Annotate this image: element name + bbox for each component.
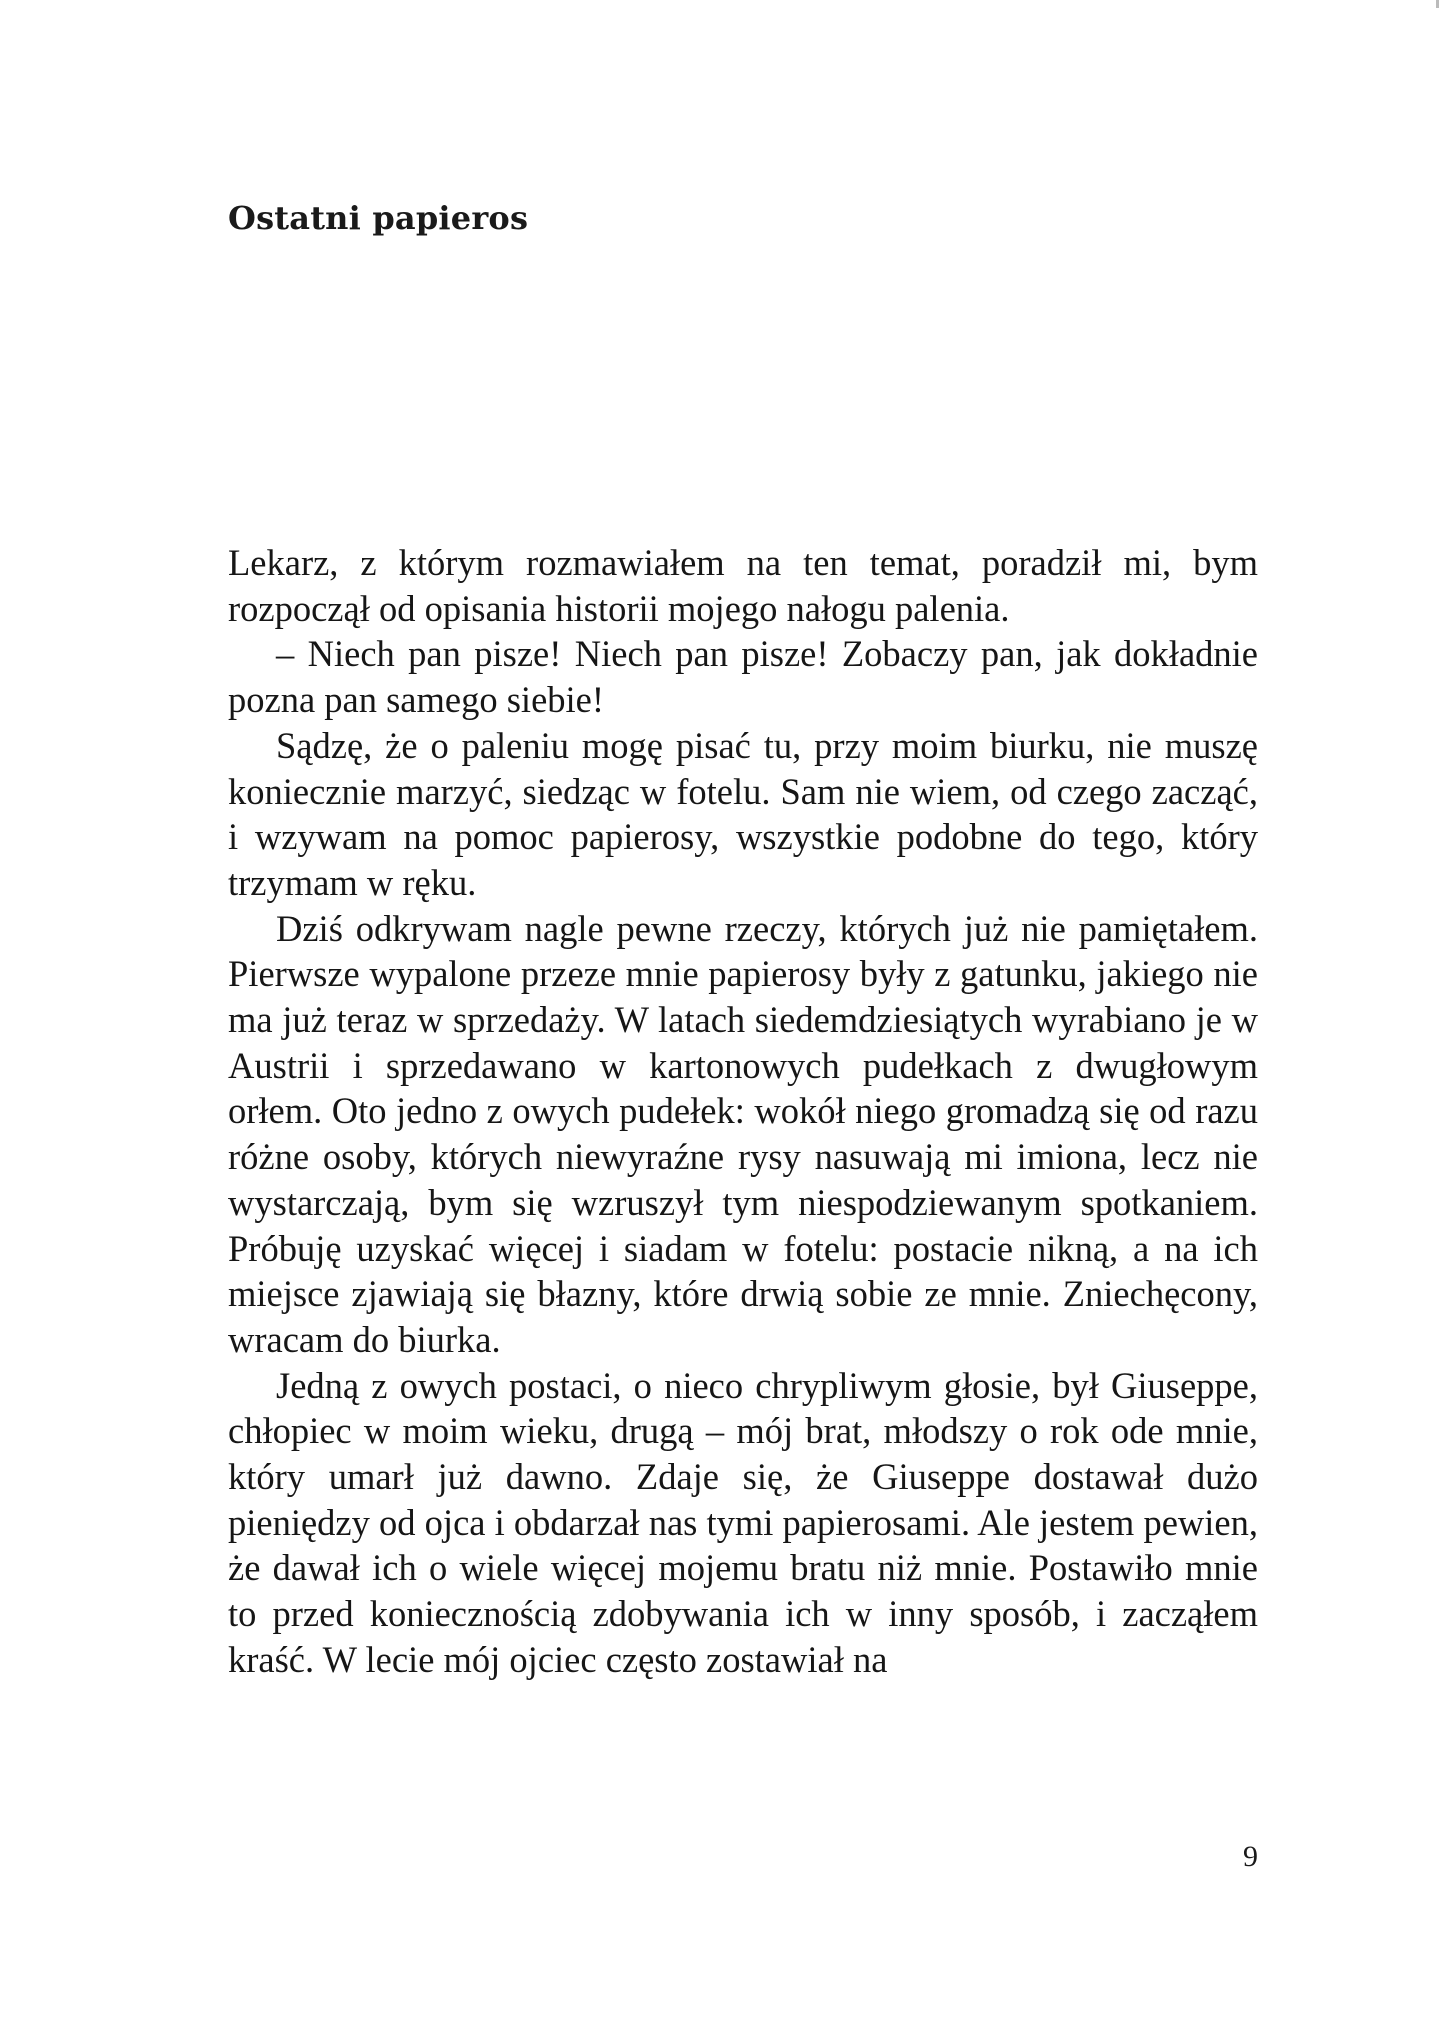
paragraph: Dziś odkrywam nagle pewne rzeczy, których już nie pamiętałem. Pierwsze wypalone przeze mnie papierosy były z gatunku, jakiego nie ma już teraz w sprzedaży. W latach siedemdziesiątych wyrabiano je w Austrii i sprzedawano w kartonowych pudełkach z dwugłowym orłem. Oto jedno z owych pudełek: wokół niego gromadzą się od razu różne osoby, których niewyraźne rysy nasuwają mi imiona, lecz nie wystarczają, bym się wzruszył tym niespodziewanym spotkaniem. Próbuję uzyskać więcej i siadam w fotelu: postacie nikną, a na ich miejsce zjawiają się błazny, które drwią sobie ze mnie. Zniechęcony, wracam do biurka. [228,907,1258,1360]
paragraph: Sądzę, że o paleniu mogę pisać tu, przy moim biurku, nie muszę koniecznie marzyć, siedząc w fotelu. Sam nie wiem, od czego zacząć, i wzywam na pomoc papierosy, wszystkie podobne do tego, który trzymam w ręku. [228,724,1258,903]
paragraph: Jedną z owych postaci, o nieco chrypliwym głosie, był Giuseppe, chłopiec w moim wieku, drugą – mój brat, młodszy o rok ode mnie, który umarł już dawno. Zdaje się, że Giuseppe dostawał dużo pieniędzy od ojca i obdarzał nas tymi papierosami. Ale jestem pewien, że dawał ich o wiele więcej mojemu bratu niż mnie. Postawiło mnie to przed koniecznością zdobywania ich w inny sposób, i zacząłem kraść. W lecie mój ojciec często zostawiał na [228,1364,1258,1680]
page-number: 9 [1243,1840,1258,1873]
chapter-title: Ostatni papieros [228,199,529,237]
paragraph: – Niech pan pisze! Niech pan pisze! Zobaczy pan, jak dokładnie pozna pan samego siebie! [228,633,1258,721]
paragraph: Lekarz, z którym rozmawiałem na ten temat, poradził mi, bym rozpoczął od opisania historii mojego nałogu palenia. [228,542,1258,629]
page-edge-mark [1436,0,1439,8]
chapter-body [228,540,1258,1683]
